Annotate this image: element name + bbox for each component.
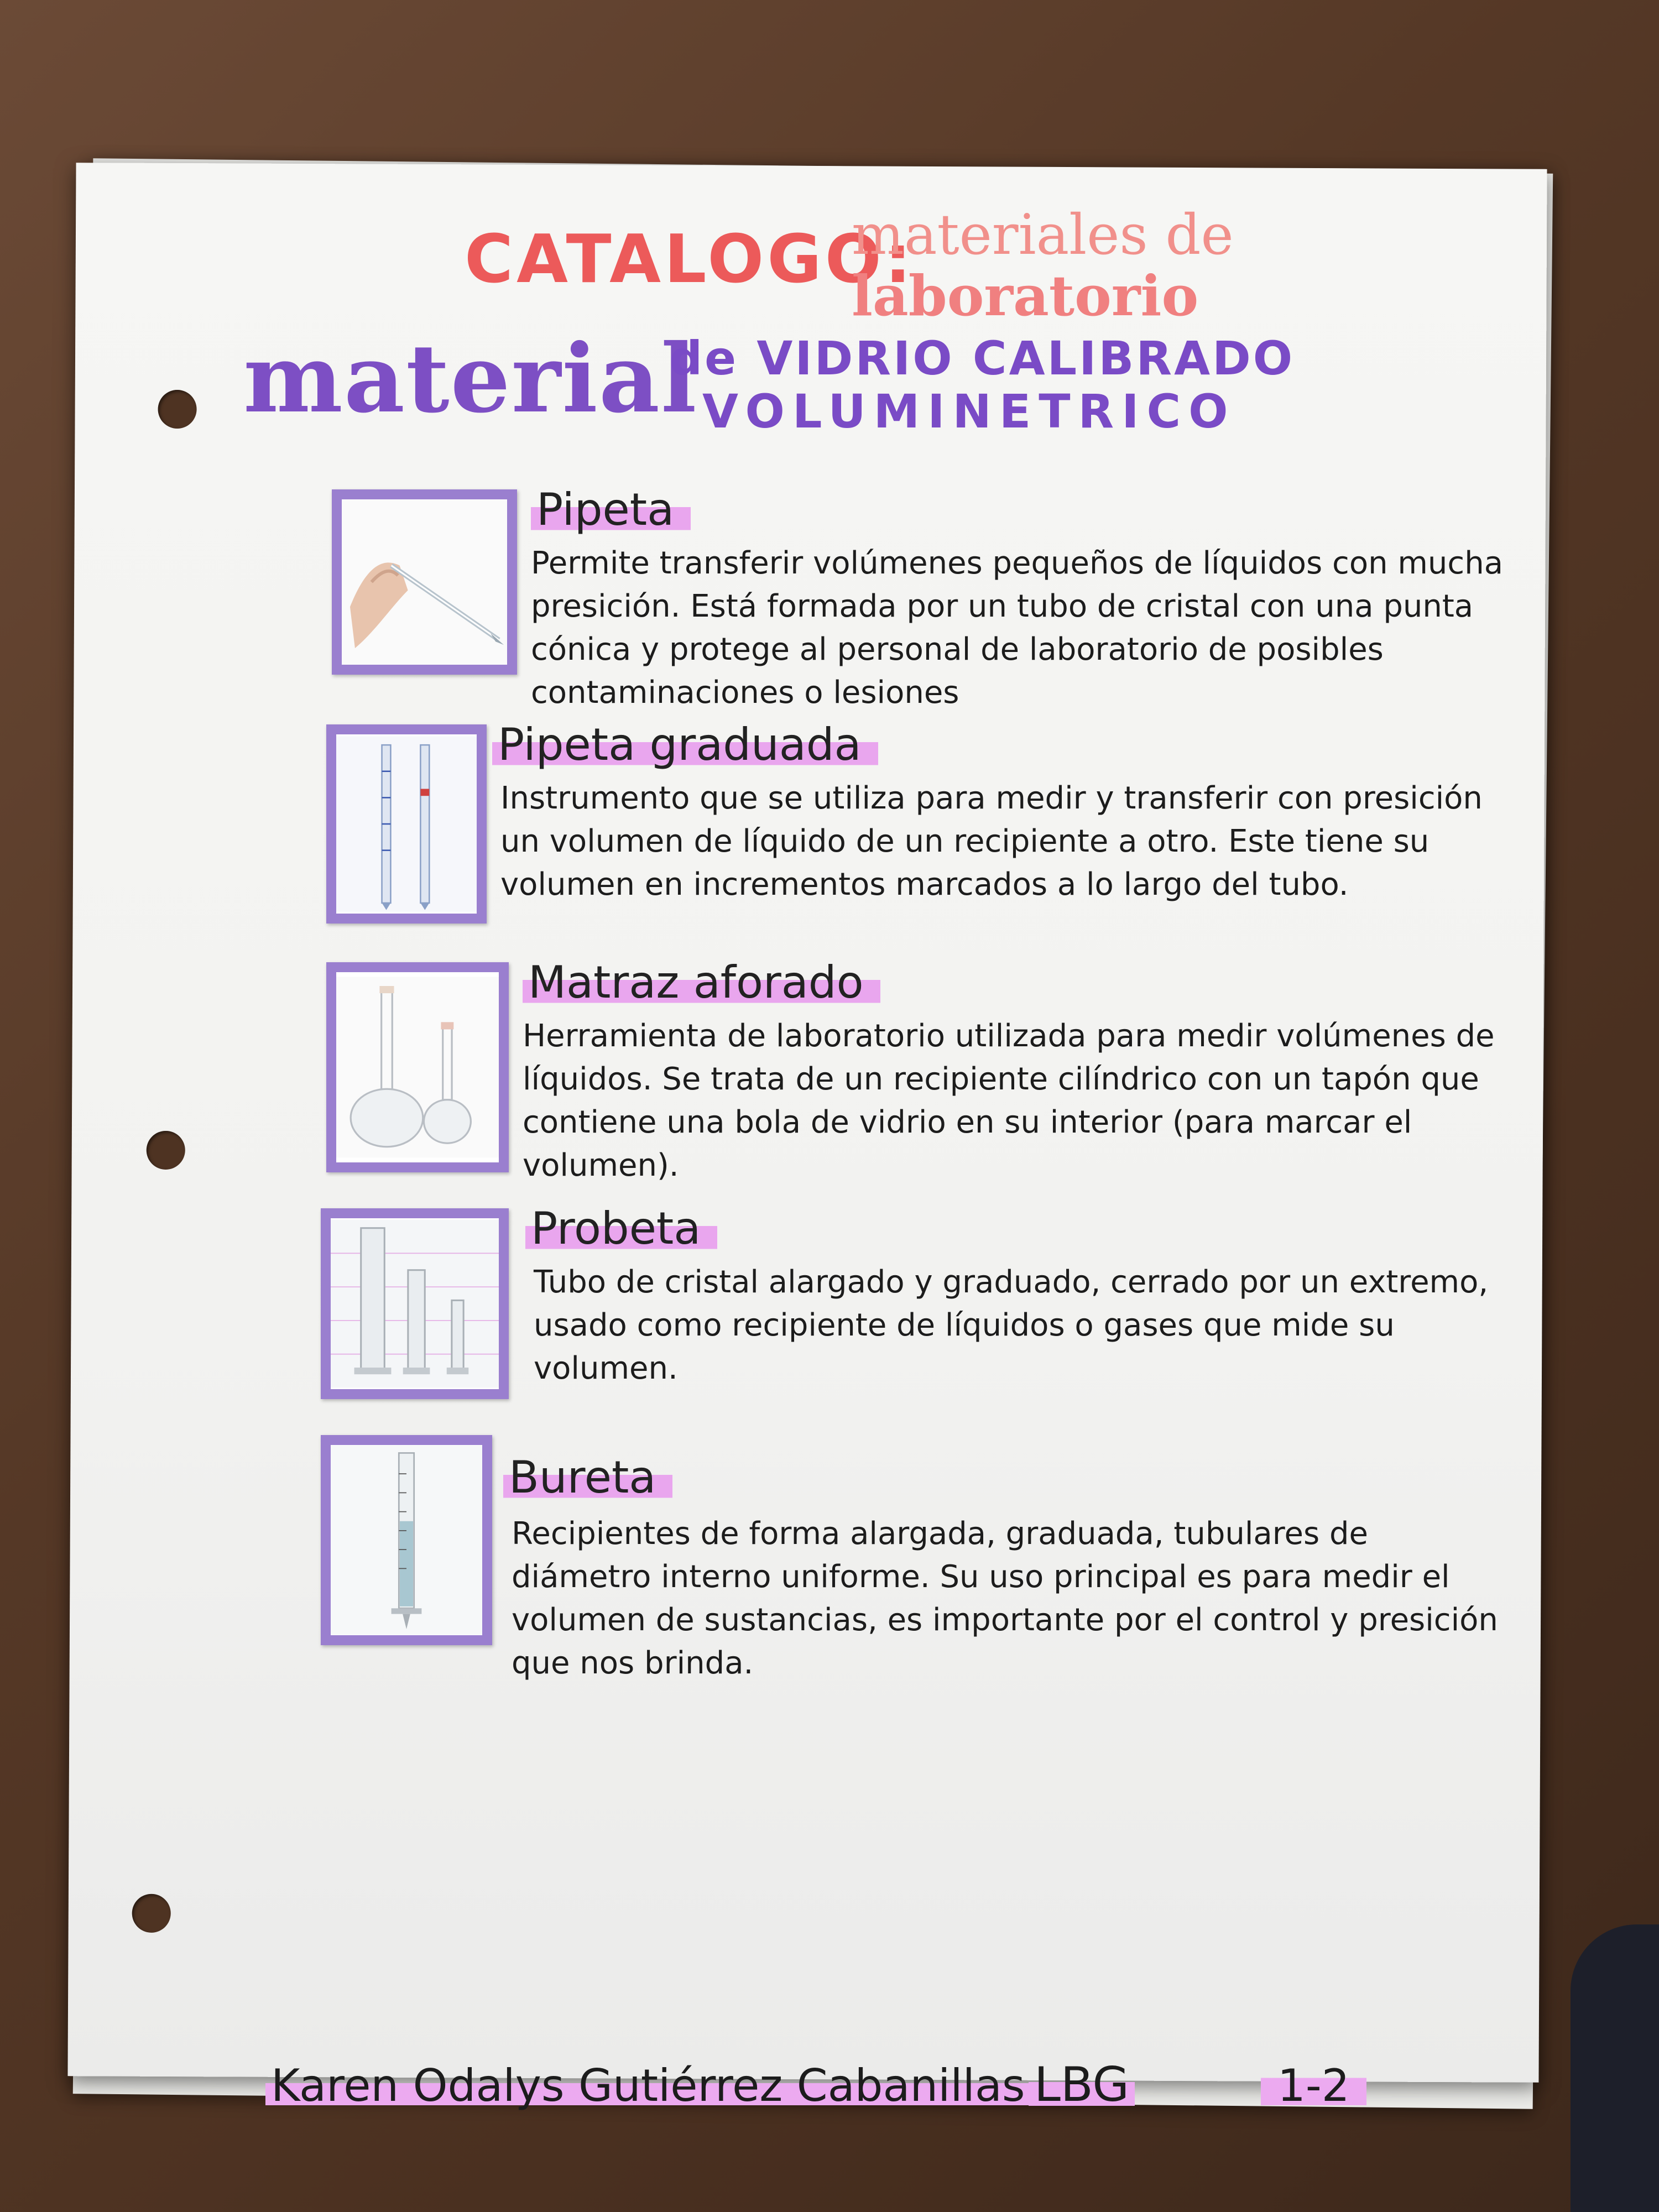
group-number: 1-2 — [1261, 2060, 1366, 2111]
heading-line-2: VOLUMINETRICO — [702, 384, 1236, 439]
subtitle-line-1: materiales de — [852, 202, 1234, 267]
punch-hole-middle — [147, 1131, 185, 1170]
item-description: Recipientes de forma alargada, graduada, tubulares de diámetro interno uniforme. Su uso principal es para medir el volumen de sustancias, es importante por el control y presición que nos brinda. — [512, 1516, 1498, 1681]
item-description: Herramienta de laboratorio utilizada para medir volúmenes de líquidos. Se trata de un recipiente cilíndrico con un tapón que contiene una bola de vidrio en su interior (para marcar el volumen). — [523, 1018, 1495, 1183]
subtitle-line-2: laboratorio — [852, 263, 1199, 328]
student-name: Karen Odalys Gutiérrez Cabanillas — [265, 2060, 1031, 2111]
item-description: Instrumento que se utiliza para medir y transferir con presición un volumen de líquido de un recipiente a otro. Este tiene su volumen en incrementos marcados a lo largo del tubo. — [500, 780, 1483, 902]
heading-line-1: de VIDRIO CALIBRADO — [669, 331, 1295, 385]
punch-hole-bottom — [132, 1894, 171, 1933]
course-code: LBG — [1029, 2057, 1135, 2112]
item-description: Permite transferir volúmenes pequeños de líquidos con mucha presición. Está formada por un tubo de cristal con una punta cónica y protege al personal de laboratorio de posibles contaminaciones o lesiones — [531, 545, 1504, 711]
pipette-hand-icon — [332, 489, 517, 675]
graduated-cylinder-icon — [321, 1208, 509, 1399]
punch-hole-top — [158, 390, 196, 429]
item-name: Pipeta — [531, 484, 691, 535]
section-heading-big: material — [243, 324, 698, 434]
item-description: Tubo de cristal alargado y graduado, cerrado por un extremo, usado como recipiente de líquidos o gases que mide su volumen. — [534, 1264, 1489, 1386]
item-name: Bureta — [503, 1452, 672, 1503]
catalog-title: CATALOGO: — [465, 221, 915, 298]
burette-icon — [321, 1435, 492, 1645]
volumetric-flask-icon — [326, 962, 509, 1172]
section-heading-small — [669, 332, 1333, 438]
item-name: Matraz aforado — [523, 957, 880, 1008]
item-name: Pipeta graduada — [492, 719, 878, 770]
item-name: Probeta — [525, 1203, 717, 1254]
catalog-subtitle — [852, 202, 1377, 328]
chair-back-edge — [1571, 1924, 1659, 2212]
graduated-pipette-icon — [326, 724, 487, 924]
